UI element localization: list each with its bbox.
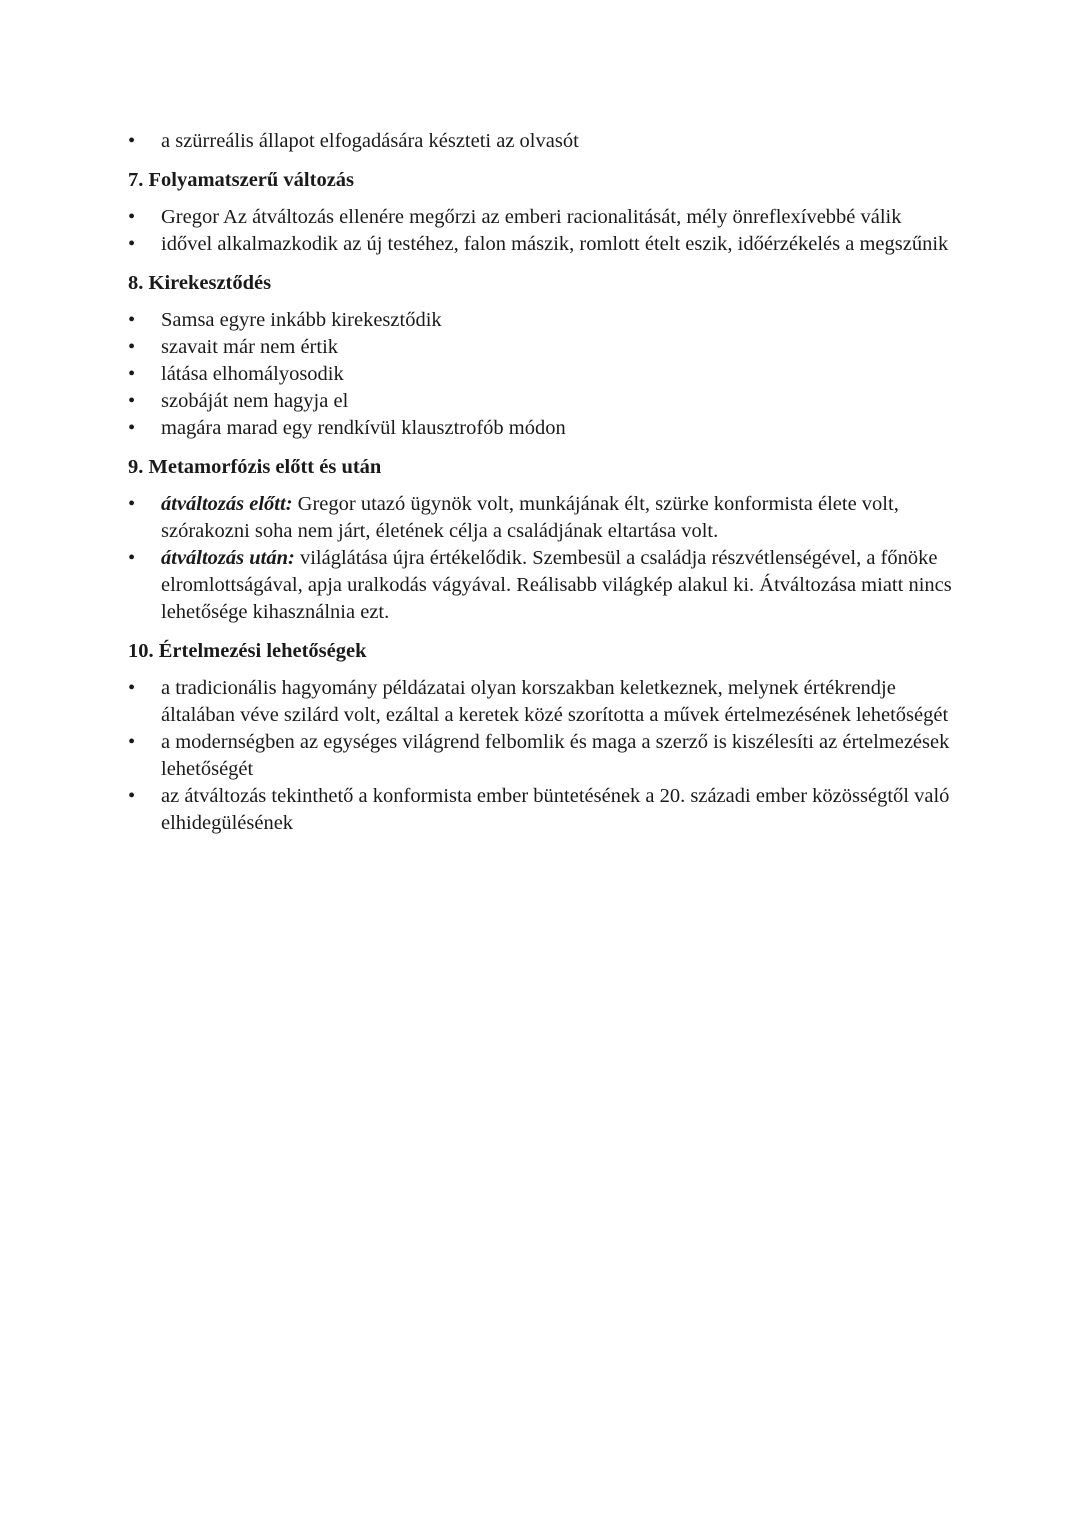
list-item-text: a tradicionális hagyomány példázatai olyan korszakban keletkeznek, melynek értékrendje általában véve szilárd volt, ezáltal a keretek közé szorította a művek értelmezésének lehetőségét [161, 677, 949, 726]
bullet-marker: • [128, 731, 136, 753]
list-item [128, 545, 958, 626]
bullet-marker: • [128, 417, 136, 439]
list-item-text: Gregor utazó ügynök volt, munkájának élt, szürke konformista élete volt, szórakozni soha nem járt, életének célja a családjának eltartása volt. [161, 493, 899, 542]
bullet-marker: • [128, 206, 136, 228]
list-item-text: szavait már nem értik [161, 336, 339, 358]
list-item-lead: átváltozás után: [161, 547, 295, 569]
bullet-marker: • [128, 785, 136, 807]
section-heading-8: 8. Kirekesztődés [128, 272, 272, 294]
bullet-marker: • [128, 677, 136, 699]
bullet-marker: • [128, 390, 136, 412]
bullet-marker: • [128, 547, 136, 569]
intro-bullet-list [128, 128, 958, 155]
list-item [128, 204, 958, 231]
list-item-text: Gregor Az átváltozás ellenére megőrzi az emberi racionalitását, mély önreflexívebbé válik [161, 206, 902, 228]
section-8-bullet-list [128, 307, 958, 442]
section-9-bullet-list [128, 491, 958, 626]
bullet-marker: • [128, 130, 136, 152]
bullet-marker: • [128, 363, 136, 385]
list-item [128, 783, 958, 837]
bullet-marker: • [128, 233, 136, 255]
list-item [128, 231, 958, 258]
section-heading-7: 7. Folyamatszerű változás [128, 169, 355, 191]
bullet-marker: • [128, 493, 136, 515]
list-item-text: szobáját nem hagyja el [161, 390, 349, 412]
list-item-text: a modernségben az egységes világrend felbomlik és maga a szerző is kiszélesíti az értelmezések lehetőségét [161, 731, 950, 780]
list-item-text: a szürreális állapot elfogadására készteti az olvasót [161, 130, 579, 152]
section-7-bullet-list [128, 204, 958, 258]
list-item [128, 415, 958, 442]
section-10-bullet-list [128, 675, 958, 837]
document-body [128, 128, 958, 837]
list-item [128, 675, 958, 729]
list-item [128, 334, 958, 361]
list-item [128, 307, 958, 334]
list-item [128, 729, 958, 783]
bullet-marker: • [128, 309, 136, 331]
list-item [128, 128, 958, 155]
list-item [128, 491, 958, 545]
section-heading-10: 10. Értelmezési lehetőségek [128, 640, 367, 662]
section-heading-9: 9. Metamorfózis előtt és után [128, 456, 382, 478]
list-item-text: az átváltozás tekinthető a konformista ember büntetésének a 20. századi ember közösségtől való elhidegülésének [161, 785, 950, 834]
list-item-text: magára marad egy rendkívül klausztrofób módon [161, 417, 566, 439]
list-item-text: idővel alkalmazkodik az új testéhez, falon mászik, romlott ételt eszik, időérzékelés a megszűnik [161, 233, 949, 255]
list-item-text: világlátása újra értékelődik. Szembesül a családja részvétlenségével, a főnöke elromlottságával, apja uralkodás vágyával. Reálisabb világkép alakul ki. Átváltozása miatt nincs lehetősége kihasználnia ezt. [161, 547, 952, 623]
list-item [128, 388, 958, 415]
list-item-lead: átváltozás előtt: [161, 493, 293, 515]
list-item-text: Samsa egyre inkább kirekesztődik [161, 309, 442, 331]
bullet-marker: • [128, 336, 136, 358]
list-item [128, 361, 958, 388]
list-item-text: látása elhomályosodik [161, 363, 344, 385]
